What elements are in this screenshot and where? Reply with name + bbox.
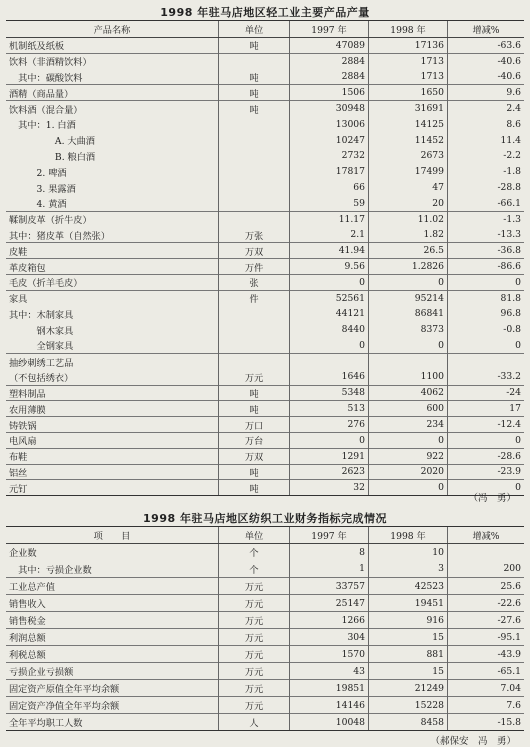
table-row — [6, 464, 524, 480]
table-row — [6, 322, 524, 338]
value-1997-cell: 513 — [290, 401, 369, 417]
unit-cell: 张 — [219, 274, 290, 290]
value-1997-cell: 2.1 — [290, 227, 369, 243]
value-1998-cell: 86841 — [369, 306, 448, 322]
change-percent-cell: 0 — [448, 338, 525, 354]
value-1997-cell: 43 — [290, 663, 369, 680]
change-percent-cell — [448, 544, 525, 561]
value-1997-cell: 10048 — [290, 714, 369, 731]
value-1997-cell: 276 — [290, 417, 369, 433]
change-percent-cell: -63.6 — [448, 38, 525, 54]
product-name-cell: （不包括绣衣） — [9, 372, 74, 384]
value-1997-cell: 41.94 — [290, 243, 369, 259]
product-name-cell: 固定资产原值全年平均余额 — [6, 680, 219, 697]
table-row — [6, 243, 524, 259]
value-1998-cell: 3 — [369, 561, 448, 578]
product-name-cell: 电风扇 — [6, 432, 219, 448]
product-name-cell: 4. 黄酒 — [9, 199, 67, 211]
value-1997-cell: 8440 — [290, 322, 369, 338]
unit-cell — [219, 116, 290, 132]
unit-cell: 万件 — [219, 259, 290, 275]
value-1998-cell: 11452 — [369, 132, 448, 148]
value-1998-cell: 1713 — [369, 69, 448, 85]
value-1998-cell: 8373 — [369, 322, 448, 338]
change-percent-cell: -13.3 — [448, 227, 525, 243]
product-name-cell: 酒精（商品量） — [6, 85, 219, 101]
value-1998-cell: 10 — [369, 544, 448, 561]
change-percent-cell: -43.9 — [448, 646, 525, 663]
unit-cell: 万元 — [219, 663, 290, 680]
value-1997-cell: 1646 — [290, 369, 369, 385]
change-percent-cell: 0 — [448, 480, 525, 496]
product-name-cell: 家具 — [6, 290, 219, 306]
table-row — [6, 578, 524, 595]
value-1997-cell: 304 — [290, 629, 369, 646]
product-name-cell: 2. 啤酒 — [9, 167, 67, 179]
value-1997-cell: 1506 — [290, 85, 369, 101]
table-row — [6, 385, 524, 401]
unit-cell — [219, 53, 290, 69]
value-1997-cell: 1 — [290, 561, 369, 578]
value-1998-cell: 17499 — [369, 164, 448, 180]
header-unit: 单位 — [219, 21, 290, 38]
product-name-cell: 全年平均职工人数 — [6, 714, 219, 731]
unit-cell — [219, 132, 290, 148]
change-percent-cell: -22.6 — [448, 595, 525, 612]
header-1997: 1997 年 — [290, 527, 369, 544]
change-percent-cell: -1.3 — [448, 211, 525, 227]
product-name-cell: 利税总额 — [6, 646, 219, 663]
header-unit: 单位 — [219, 527, 290, 544]
table-row — [6, 714, 524, 731]
change-percent-cell — [448, 353, 525, 369]
product-name-cell: 机制纸及纸板 — [6, 38, 219, 54]
product-name-cell: 3. 果露酒 — [9, 183, 76, 195]
unit-cell — [219, 322, 290, 338]
value-1997-cell: 44121 — [290, 306, 369, 322]
product-name-cell: 布鞋 — [6, 448, 219, 464]
value-1998-cell — [369, 353, 448, 369]
table-row — [6, 353, 524, 369]
unit-cell: 吨 — [219, 69, 290, 85]
table-header-row — [6, 527, 524, 544]
value-1998-cell: 916 — [369, 612, 448, 629]
product-name-cell: 企业数 — [6, 544, 219, 561]
table1-signature: （冯 勇） — [468, 493, 516, 504]
value-1997-cell: 0 — [290, 338, 369, 354]
table-row — [6, 116, 524, 132]
change-percent-cell: -24 — [448, 385, 525, 401]
unit-cell — [219, 195, 290, 211]
product-name-cell: 销售税金 — [6, 612, 219, 629]
unit-cell: 万元 — [219, 697, 290, 714]
table-row — [6, 164, 524, 180]
unit-cell: 万元 — [219, 629, 290, 646]
value-1998-cell: 26.5 — [369, 243, 448, 259]
unit-cell: 吨 — [219, 464, 290, 480]
value-1997-cell: 1266 — [290, 612, 369, 629]
unit-cell: 万元 — [219, 578, 290, 595]
unit-cell: 吨 — [219, 385, 290, 401]
value-1998-cell: 8458 — [369, 714, 448, 731]
change-percent-cell: 25.6 — [448, 578, 525, 595]
unit-cell: 人 — [219, 714, 290, 731]
product-name-cell: 塑料制品 — [6, 385, 219, 401]
table-header-row — [6, 21, 524, 38]
value-1998-cell: 14125 — [369, 116, 448, 132]
value-1997-cell: 33757 — [290, 578, 369, 595]
change-percent-cell: 7.6 — [448, 697, 525, 714]
product-name-cell: A. 大曲酒 — [9, 136, 95, 148]
table-row — [6, 646, 524, 663]
table-row — [6, 417, 524, 433]
table-row — [6, 274, 524, 290]
value-1998-cell: 881 — [369, 646, 448, 663]
change-percent-cell: -27.6 — [448, 612, 525, 629]
table2-title: 1998 年驻马店地区纺织工业财务指标完成情况 — [143, 512, 387, 525]
value-1998-cell: 15228 — [369, 697, 448, 714]
value-1997-cell: 10247 — [290, 132, 369, 148]
value-1997-cell: 1570 — [290, 646, 369, 663]
value-1998-cell: 31691 — [369, 101, 448, 117]
table-row — [6, 85, 524, 101]
unit-cell — [219, 148, 290, 164]
table-row — [6, 53, 524, 69]
unit-cell: 万台 — [219, 432, 290, 448]
unit-cell: 万双 — [219, 448, 290, 464]
change-percent-cell: -28.8 — [448, 180, 525, 196]
product-name-cell: 其中：1. 白酒 — [9, 120, 76, 132]
value-1998-cell: 15 — [369, 663, 448, 680]
value-1997-cell: 14146 — [290, 697, 369, 714]
value-1997-cell: 0 — [290, 432, 369, 448]
value-1997-cell: 0 — [290, 274, 369, 290]
value-1998-cell: 1713 — [369, 53, 448, 69]
value-1997-cell: 2884 — [290, 53, 369, 69]
change-percent-cell: 0 — [448, 274, 525, 290]
value-1997-cell: 1291 — [290, 448, 369, 464]
change-percent-cell: 96.8 — [448, 306, 525, 322]
value-1998-cell: 20 — [369, 195, 448, 211]
unit-cell: 个 — [219, 544, 290, 561]
product-name-cell: 铸铁锅 — [6, 417, 219, 433]
unit-cell: 件 — [219, 290, 290, 306]
change-percent-cell: -86.6 — [448, 259, 525, 275]
value-1998-cell: 922 — [369, 448, 448, 464]
product-name-cell: 钢木家具 — [9, 325, 74, 337]
product-name-cell: 其中：亏损企业数 — [9, 564, 92, 576]
table-row — [6, 306, 524, 322]
change-percent-cell: 11.4 — [448, 132, 525, 148]
value-1998-cell: 4062 — [369, 385, 448, 401]
value-1998-cell: 17136 — [369, 38, 448, 54]
change-percent-cell: -15.8 — [448, 714, 525, 731]
table-row — [6, 195, 524, 211]
table-row — [6, 448, 524, 464]
product-name-cell: 抽纱刺绣工艺品 — [6, 353, 219, 369]
table-row — [6, 101, 524, 117]
header-item: 项 目 — [6, 527, 219, 544]
table-row — [6, 148, 524, 164]
value-1997-cell: 9.56 — [290, 259, 369, 275]
value-1997-cell: 2884 — [290, 69, 369, 85]
value-1998-cell: 1.82 — [369, 227, 448, 243]
unit-cell — [219, 306, 290, 322]
unit-cell: 万口 — [219, 417, 290, 433]
table-row — [6, 211, 524, 227]
unit-cell — [219, 164, 290, 180]
change-percent-cell: 17 — [448, 401, 525, 417]
value-1997-cell: 17817 — [290, 164, 369, 180]
product-name-cell: 鞣制皮革（折牛皮） — [6, 211, 219, 227]
unit-cell: 万双 — [219, 243, 290, 259]
unit-cell: 吨 — [219, 480, 290, 496]
change-percent-cell: 200 — [448, 561, 525, 578]
table-row — [6, 561, 524, 578]
header-1998: 1998 年 — [369, 21, 448, 38]
value-1997-cell: 30948 — [290, 101, 369, 117]
value-1998-cell: 1650 — [369, 85, 448, 101]
unit-cell: 吨 — [219, 85, 290, 101]
table-row — [6, 259, 524, 275]
product-name-cell: 其中：木制家具 — [9, 309, 74, 321]
change-percent-cell: -28.6 — [448, 448, 525, 464]
table-row — [6, 369, 524, 385]
product-name-cell: 工业总产值 — [6, 578, 219, 595]
unit-cell: 吨 — [219, 101, 290, 117]
table-row — [6, 432, 524, 448]
table-row — [6, 595, 524, 612]
unit-cell: 万元 — [219, 612, 290, 629]
product-name-cell: 利润总额 — [6, 629, 219, 646]
value-1998-cell: 0 — [369, 480, 448, 496]
unit-cell: 吨 — [219, 38, 290, 54]
product-name-cell: 饮料酒（混合量） — [6, 101, 219, 117]
change-percent-cell: -33.2 — [448, 369, 525, 385]
value-1997-cell: 52561 — [290, 290, 369, 306]
product-name-cell: 其中：猪皮革（自然张） — [9, 230, 111, 242]
product-name-cell: 铝丝 — [6, 464, 219, 480]
table-row — [6, 132, 524, 148]
change-percent-cell: 81.8 — [448, 290, 525, 306]
header-product-name: 产品名称 — [6, 21, 219, 38]
value-1997-cell: 32 — [290, 480, 369, 496]
value-1997-cell: 47089 — [290, 38, 369, 54]
value-1997-cell — [290, 353, 369, 369]
product-name-cell: 革皮箱包 — [6, 259, 219, 275]
table1-title: 1998 年驻马店地区轻工业主要产品产量 — [160, 6, 370, 19]
unit-cell: 万元 — [219, 595, 290, 612]
product-name-cell: 其中：碳酸饮料 — [9, 72, 83, 84]
header-change: 增减% — [448, 21, 525, 38]
product-name-cell: 销售收入 — [6, 595, 219, 612]
table-row — [6, 480, 524, 496]
change-percent-cell: 7.04 — [448, 680, 525, 697]
value-1997-cell: 66 — [290, 180, 369, 196]
change-percent-cell: -40.6 — [448, 53, 525, 69]
value-1997-cell: 25147 — [290, 595, 369, 612]
header-1997: 1997 年 — [290, 21, 369, 38]
value-1997-cell: 59 — [290, 195, 369, 211]
value-1998-cell: 0 — [369, 338, 448, 354]
value-1998-cell: 2020 — [369, 464, 448, 480]
value-1998-cell: 15 — [369, 629, 448, 646]
table-row — [6, 663, 524, 680]
product-name-cell: 固定资产净值全年平均余额 — [6, 697, 219, 714]
change-percent-cell: -12.4 — [448, 417, 525, 433]
change-percent-cell: -1.8 — [448, 164, 525, 180]
light-industry-output-table — [6, 20, 524, 496]
unit-cell — [219, 338, 290, 354]
value-1997-cell: 13006 — [290, 116, 369, 132]
table-row — [6, 38, 524, 54]
value-1997-cell: 8 — [290, 544, 369, 561]
unit-cell: 万元 — [219, 369, 290, 385]
unit-cell: 万张 — [219, 227, 290, 243]
value-1998-cell: 95214 — [369, 290, 448, 306]
value-1997-cell: 2623 — [290, 464, 369, 480]
value-1997-cell: 2732 — [290, 148, 369, 164]
change-percent-cell: -66.1 — [448, 195, 525, 211]
change-percent-cell: -36.8 — [448, 243, 525, 259]
product-name-cell: 元钉 — [6, 480, 219, 496]
change-percent-cell: -40.6 — [448, 69, 525, 85]
product-name-cell: 毛皮（折羊毛皮） — [6, 274, 219, 290]
change-percent-cell: -0.8 — [448, 322, 525, 338]
product-name-cell: 饮料（非酒精饮料） — [6, 53, 219, 69]
unit-cell: 吨 — [219, 401, 290, 417]
table-row — [6, 338, 524, 354]
unit-cell: 万元 — [219, 646, 290, 663]
product-name-cell: B. 粮白酒 — [9, 151, 96, 163]
change-percent-cell: -65.1 — [448, 663, 525, 680]
table-row — [6, 180, 524, 196]
table-row — [6, 401, 524, 417]
value-1998-cell: 1.2826 — [369, 259, 448, 275]
table-row — [6, 697, 524, 714]
change-percent-cell: 9.6 — [448, 85, 525, 101]
unit-cell — [219, 211, 290, 227]
table-row — [6, 680, 524, 697]
value-1998-cell: 1100 — [369, 369, 448, 385]
value-1997-cell: 11.17 — [290, 211, 369, 227]
value-1998-cell: 42523 — [369, 578, 448, 595]
textile-finance-table — [6, 526, 524, 731]
change-percent-cell: -95.1 — [448, 629, 525, 646]
header-change: 增减% — [448, 527, 525, 544]
change-percent-cell: 8.6 — [448, 116, 525, 132]
table-row — [6, 544, 524, 561]
table-row — [6, 227, 524, 243]
product-name-cell: 皮鞋 — [6, 243, 219, 259]
unit-cell: 个 — [219, 561, 290, 578]
table-row — [6, 612, 524, 629]
change-percent-cell: -23.9 — [448, 464, 525, 480]
unit-cell — [219, 353, 290, 369]
header-1998: 1998 年 — [369, 527, 448, 544]
value-1997-cell: 19851 — [290, 680, 369, 697]
value-1998-cell: 47 — [369, 180, 448, 196]
table2-signature: （郝保安 冯 勇） — [430, 736, 516, 747]
table-row — [6, 69, 524, 85]
unit-cell — [219, 180, 290, 196]
table-row — [6, 629, 524, 646]
table-row — [6, 290, 524, 306]
product-name-cell: 农用薄膜 — [6, 401, 219, 417]
value-1998-cell: 2673 — [369, 148, 448, 164]
product-name-cell: 亏损企业亏损额 — [6, 663, 219, 680]
value-1998-cell: 0 — [369, 274, 448, 290]
value-1998-cell: 19451 — [369, 595, 448, 612]
value-1998-cell: 11.02 — [369, 211, 448, 227]
value-1998-cell: 600 — [369, 401, 448, 417]
change-percent-cell: 2.4 — [448, 101, 525, 117]
value-1998-cell: 21249 — [369, 680, 448, 697]
product-name-cell: 全钢家具 — [9, 341, 74, 353]
change-percent-cell: 0 — [448, 432, 525, 448]
change-percent-cell: -2.2 — [448, 148, 525, 164]
value-1997-cell: 5348 — [290, 385, 369, 401]
value-1998-cell: 0 — [369, 432, 448, 448]
unit-cell: 万元 — [219, 680, 290, 697]
value-1998-cell: 234 — [369, 417, 448, 433]
